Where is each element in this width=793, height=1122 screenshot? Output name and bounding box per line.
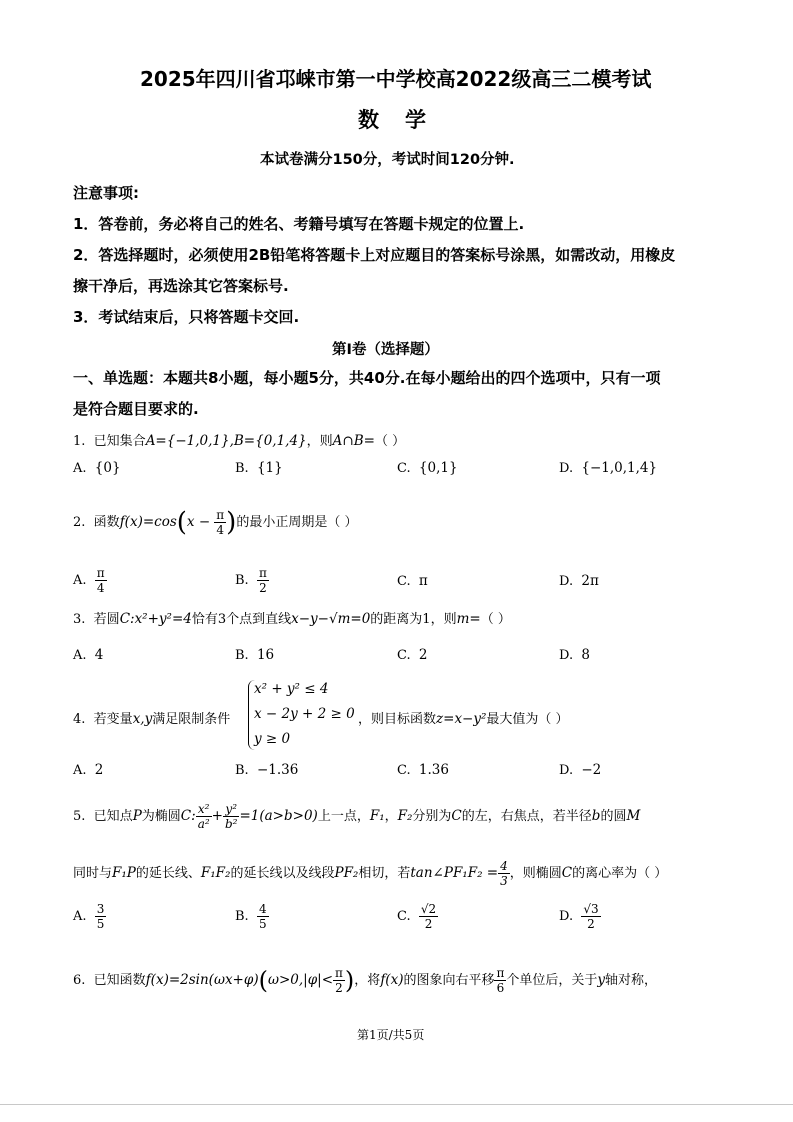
q3-option-c[interactable] <box>397 647 427 663</box>
q4-condition-3: y ≥ 0 <box>254 731 291 747</box>
frac-denominator: a² <box>197 817 210 831</box>
q5-l2-text-e: ，则椭圆 <box>509 866 562 881</box>
q4-text-c: ，则目标函数 <box>358 712 437 727</box>
question-1-stem <box>73 430 405 449</box>
q2-math-inner: x − <box>186 514 211 530</box>
q5-l2-text-b: 的延长线、 <box>135 866 201 881</box>
q4-option-a[interactable] <box>73 762 103 778</box>
option-fraction <box>257 902 269 931</box>
notes-heading: 注意事项: <box>73 184 139 202</box>
frac-denominator: 4 <box>96 581 105 595</box>
option-value: 2π <box>581 573 599 589</box>
option-fraction <box>419 902 438 931</box>
q1-option-a[interactable] <box>73 460 121 476</box>
q6-math-cond: ω>0,|φ|< <box>267 972 334 988</box>
q5-frac-y <box>223 802 240 831</box>
frac-numerator: π <box>496 966 505 980</box>
part-instruction-line2: 是符合题目要求的. <box>73 400 199 418</box>
frac-denominator: 3 <box>500 874 508 888</box>
q5-frac-x <box>196 802 212 831</box>
frac-denominator: b² <box>224 817 238 831</box>
frac-denominator: 5 <box>258 917 267 931</box>
q2-option-a[interactable] <box>73 566 107 595</box>
q5-text-f: 的圆 <box>600 809 627 824</box>
q5-text-d: 分别为 <box>412 809 452 824</box>
frac-numerator: π <box>335 966 343 980</box>
q1-math-intersection: A∩B= <box>332 433 375 449</box>
q2-math-func: f(x)=cos <box>119 514 177 530</box>
volume-title: 第I卷（选择题） <box>332 342 439 358</box>
q4-text-b: 满足限制条件 <box>152 712 231 727</box>
note-item-2: 2．答选择题时，必须使用2B铅笔将答题卡上对应题目的答案标号涂黑，如需改动，用橡皮 <box>73 246 676 264</box>
q3-text-c: 的距离为1，则 <box>370 612 457 627</box>
option-value: {1} <box>256 460 283 476</box>
option-value: −2 <box>581 762 602 778</box>
frac-numerator: √3 <box>583 902 599 916</box>
q4-condition-2: x − 2y + 2 ≥ 0 <box>254 706 355 722</box>
q2-text-a: 函数 <box>93 515 120 530</box>
q6-math-fx: f(x) <box>380 972 404 988</box>
q3-option-b[interactable] <box>235 647 274 663</box>
frac-denominator: 2 <box>335 981 343 995</box>
q5-math-eq: =1(a>b>0) <box>239 808 318 824</box>
plus-sign: + <box>211 808 223 824</box>
option-label: A. <box>73 461 87 476</box>
q5-option-c[interactable] <box>397 902 438 931</box>
q5-math-f2: F₂ <box>397 808 413 824</box>
option-label: D. <box>559 648 574 663</box>
note-item-3: 3．考试结束后，只将答题卡交回. <box>73 308 300 326</box>
q4-condition-1: x² + y² ≤ 4 <box>254 681 329 697</box>
frac-numerator: 3 <box>96 902 105 916</box>
q6-math-y: y <box>597 972 606 988</box>
q5-text-b: 为椭圆 <box>141 809 181 824</box>
q4-text-a: 若变量 <box>93 712 133 727</box>
option-label: D. <box>559 763 574 778</box>
exam-info: 本试卷满分150分，考试时间120分钟. <box>260 152 515 168</box>
option-value: {0,1} <box>418 460 458 476</box>
page-bottom-divider <box>0 1104 793 1105</box>
q1-math-sets: A={−1,0,1},B={0,1,4} <box>145 433 307 449</box>
q5-l2-math-pf2: PF₂ <box>334 865 359 881</box>
q6-text-d: 个单位后，关于 <box>506 973 598 988</box>
option-label: D. <box>559 461 574 476</box>
frac-numerator: y² <box>223 802 240 817</box>
q5-l2-math-c: C <box>561 865 573 881</box>
option-value: 2 <box>418 647 428 663</box>
q3-text-b: 恰有3个点到直线 <box>191 612 292 627</box>
q5-l2-math-f1f2: F₁F₂ <box>200 865 231 881</box>
option-label: C. <box>397 909 411 924</box>
option-label: D. <box>559 909 574 924</box>
part-instruction-line1: 一、单选题：本题共8小题，每小题5分，共40分.在每小题给出的四个选项中，只有一项 <box>73 369 661 387</box>
option-fraction <box>257 566 269 595</box>
q5-math-c: C: <box>180 808 196 824</box>
option-label: C. <box>397 763 411 778</box>
option-fraction <box>581 902 600 931</box>
frac-denominator: 6 <box>496 981 505 995</box>
question-6-stem <box>73 960 657 1001</box>
question-5-line1 <box>73 798 640 835</box>
q5-l2-fraction <box>498 859 510 888</box>
q4-text-d: 最大值为（ ） <box>486 712 569 727</box>
q1-option-d[interactable] <box>559 460 657 476</box>
q6-cond-fraction <box>333 966 345 995</box>
option-label: B. <box>235 763 249 778</box>
option-value: 1.36 <box>418 762 449 778</box>
question-number: 6. <box>73 973 86 988</box>
q3-text-a: 若圆 <box>93 612 120 627</box>
option-value: −1.36 <box>256 762 299 778</box>
frac-numerator: 4 <box>258 902 267 916</box>
q5-option-a[interactable] <box>73 902 106 931</box>
option-value: 8 <box>581 647 590 663</box>
q5-l2-text-c: 的延长线以及线段 <box>230 866 335 881</box>
option-label: B. <box>235 461 249 476</box>
page-number: 第1页/共5页 <box>357 1028 425 1042</box>
q1-text-a: 已知集合 <box>93 434 146 449</box>
q6-text-a: 已知函数 <box>93 973 146 988</box>
q5-math-p: P <box>132 808 142 824</box>
option-label: C. <box>397 574 411 589</box>
frac-numerator: x² <box>196 802 212 817</box>
q6-shift-fraction <box>494 966 506 995</box>
note-item-1: 1．答卷前，务必将自己的姓名、考籍号填写在答题卡规定的位置上. <box>73 215 525 233</box>
q6-text-e: 轴对称， <box>605 973 658 988</box>
q5-math-f1: F₁ <box>369 808 385 824</box>
q4-math-target: z=x−y² <box>436 711 487 727</box>
q3-option-a[interactable] <box>73 647 103 663</box>
option-label: D. <box>559 574 574 589</box>
question-number: 3. <box>73 612 86 627</box>
q1-option-c[interactable] <box>397 460 458 476</box>
option-label: B. <box>235 909 249 924</box>
q3-math-m: m= <box>456 611 481 627</box>
q3-paren: （ ） <box>480 612 511 627</box>
q2-option-c[interactable] <box>397 573 428 589</box>
q6-text-b: ，将 <box>354 973 381 988</box>
q5-l2-math-tan: tan∠PF₁F₂ = <box>410 865 499 881</box>
option-label: C. <box>397 461 411 476</box>
option-value: 4 <box>94 647 104 663</box>
q5-l2-text-d: 相切，若 <box>358 866 411 881</box>
q5-l2-text-a: 同时与 <box>73 866 113 881</box>
q5-math-m: M <box>626 808 641 824</box>
frac-numerator: π <box>96 566 105 580</box>
option-label: A. <box>73 763 87 778</box>
frac-denominator: 4 <box>216 523 225 537</box>
q4-option-b[interactable] <box>235 762 298 778</box>
option-value: 16 <box>256 647 275 663</box>
q6-right-paren: ) <box>344 966 355 995</box>
q4-option-d[interactable] <box>559 762 601 778</box>
option-label: B. <box>235 648 249 663</box>
q5-sep: ， <box>384 809 398 824</box>
q2-option-b[interactable] <box>235 566 269 595</box>
q5-math-c2: C <box>451 808 462 824</box>
q5-text-c: 上一点， <box>317 809 370 824</box>
q5-text-e: 的左，右焦点，若半径 <box>461 809 592 824</box>
question-4-stem-left <box>73 708 230 727</box>
q5-text-a: 已知点 <box>93 809 133 824</box>
q6-math-func: f(x)=2sin(ωx+φ) <box>145 972 259 988</box>
q1-option-b[interactable] <box>235 460 283 476</box>
option-value: π <box>418 573 428 589</box>
option-label: C. <box>397 648 411 663</box>
q6-left-paren: ( <box>258 966 268 995</box>
option-value: 2 <box>94 762 104 778</box>
option-fraction <box>95 902 107 931</box>
q6-text-c: 的图象向右平移 <box>403 973 495 988</box>
option-label: A. <box>73 648 87 663</box>
option-value: {−1,0,1,4} <box>581 460 658 476</box>
q3-math-circle: C:x²+y²=4 <box>119 611 192 627</box>
q5-l2-math-f1p: F₁P <box>112 865 136 881</box>
exam-title: 2025年四川省邛崃市第一中学校高2022级高三二模考试 <box>140 67 652 91</box>
q5-option-d[interactable] <box>559 902 601 931</box>
frac-numerator: π <box>258 566 267 580</box>
q2-left-paren: ( <box>176 507 187 538</box>
question-number: 1. <box>73 434 86 449</box>
q3-math-line: x−y−√m=0 <box>291 611 371 627</box>
question-number: 2. <box>73 515 86 530</box>
frac-denominator: 5 <box>96 917 105 931</box>
frac-denominator: 2 <box>424 917 433 931</box>
option-label: A. <box>73 909 87 924</box>
frac-numerator: √2 <box>420 902 437 916</box>
q5-l2-text-f: 的离心率为（ ） <box>572 866 668 881</box>
q5-math-b: b <box>591 808 601 824</box>
question-3-stem <box>73 608 511 627</box>
question-number: 5. <box>73 809 86 824</box>
q4-math-vars: x,y <box>132 711 153 727</box>
option-fraction <box>95 566 107 595</box>
q2-fraction <box>214 508 226 537</box>
q2-right-paren: ) <box>226 507 237 538</box>
option-label: A. <box>73 573 87 588</box>
frac-denominator: 2 <box>259 581 267 595</box>
q3-option-d[interactable] <box>559 647 590 663</box>
q1-text-b: ，则 <box>306 434 333 449</box>
q4-option-c[interactable] <box>397 762 449 778</box>
q2-option-d[interactable] <box>559 573 599 589</box>
question-2-stem <box>73 502 357 543</box>
subject-title: 数学 <box>358 108 452 132</box>
q1-paren: （ ） <box>374 434 406 449</box>
frac-denominator: 2 <box>587 917 595 931</box>
question-5-line2 <box>73 855 667 892</box>
question-number: 4. <box>73 712 86 727</box>
q2-text-b: 的最小正周期是（ ） <box>236 515 358 530</box>
option-value: {0} <box>94 460 121 476</box>
frac-numerator: 4 <box>500 859 508 873</box>
q5-option-b[interactable] <box>235 902 269 931</box>
note-item-2-cont: 擦干净后，再选涂其它答案标号. <box>73 277 289 295</box>
frac-numerator: π <box>216 508 225 522</box>
option-label: B. <box>235 573 249 588</box>
question-4-stem-right <box>358 708 569 727</box>
